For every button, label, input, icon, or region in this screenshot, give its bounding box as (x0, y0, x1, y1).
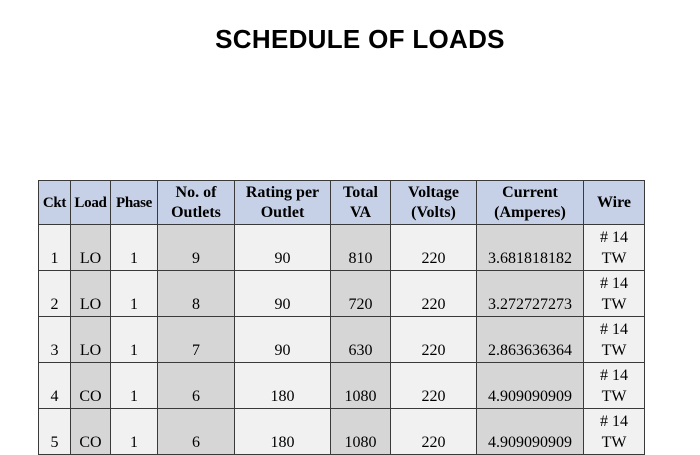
header-voltage-line2: (Volts) (411, 203, 456, 221)
cell-total-va: 630 (331, 317, 391, 363)
cell-rating: 90 (235, 271, 331, 317)
cell-total-va: 1080 (331, 363, 391, 409)
cell-rating: 180 (235, 363, 331, 409)
cell-load: LO (71, 317, 111, 363)
cell-load: CO (71, 409, 111, 455)
header-voltage (391, 181, 477, 225)
cell-voltage: 220 (391, 409, 477, 455)
table-row (39, 409, 645, 455)
header-current-line2: (Amperes) (494, 203, 566, 221)
cell-wire (584, 317, 645, 363)
cell-outlets: 9 (158, 225, 235, 271)
cell-total-va: 1080 (331, 409, 391, 455)
wire-type: TW (601, 295, 627, 313)
wire-size: # 14 (600, 366, 628, 384)
cell-total-va: 720 (331, 271, 391, 317)
cell-voltage: 220 (391, 271, 477, 317)
cell-wire (584, 225, 645, 271)
cell-voltage: 220 (391, 363, 477, 409)
header-load: Load (71, 181, 111, 225)
header-outlets-line1: No. of (175, 183, 217, 201)
header-rating (235, 181, 331, 225)
header-rating-line1: Rating per (245, 183, 320, 201)
cell-phase: 1 (111, 409, 158, 455)
wire-type: TW (601, 341, 627, 359)
cell-wire (584, 409, 645, 455)
cell-outlets: 6 (158, 363, 235, 409)
cell-current: 3.681818182 (477, 225, 584, 271)
header-current (477, 181, 584, 225)
cell-outlets: 8 (158, 271, 235, 317)
wire-size: # 14 (600, 320, 628, 338)
cell-wire (584, 363, 645, 409)
wire-size: # 14 (600, 228, 628, 246)
cell-load: LO (71, 225, 111, 271)
wire-type: TW (601, 433, 627, 451)
wire-size: # 14 (600, 274, 628, 292)
header-wire: Wire (584, 181, 645, 225)
cell-ckt: 5 (39, 409, 71, 455)
header-ckt: Ckt (39, 181, 71, 225)
table-row (39, 225, 645, 271)
table-row (39, 271, 645, 317)
wire-type: TW (601, 387, 627, 405)
table-row (39, 317, 645, 363)
page-title: SCHEDULE OF LOADS (215, 24, 505, 54)
header-total-va (331, 181, 391, 225)
header-phase: Phase (111, 181, 158, 225)
cell-current: 3.272727273 (477, 271, 584, 317)
cell-ckt: 4 (39, 363, 71, 409)
cell-ckt: 2 (39, 271, 71, 317)
cell-ckt: 1 (39, 225, 71, 271)
cell-load: CO (71, 363, 111, 409)
wire-type: TW (601, 249, 627, 267)
header-row (39, 181, 645, 225)
header-outlets (158, 181, 235, 225)
cell-outlets: 7 (158, 317, 235, 363)
cell-load: LO (71, 271, 111, 317)
cell-rating: 180 (235, 409, 331, 455)
cell-current: 4.909090909 (477, 363, 584, 409)
cell-rating: 90 (235, 317, 331, 363)
header-total-va-line1: Total (343, 183, 378, 201)
header-voltage-line1: Voltage (408, 183, 459, 201)
cell-phase: 1 (111, 225, 158, 271)
cell-phase: 1 (111, 271, 158, 317)
header-outlets-line2: Outlets (171, 203, 221, 221)
wire-size: # 14 (600, 412, 628, 430)
cell-ckt: 3 (39, 317, 71, 363)
cell-phase: 1 (111, 363, 158, 409)
schedule-of-loads-table (38, 180, 645, 455)
cell-current: 4.909090909 (477, 409, 584, 455)
header-total-va-line2: VA (349, 203, 372, 221)
cell-rating: 90 (235, 225, 331, 271)
cell-voltage: 220 (391, 317, 477, 363)
cell-outlets: 6 (158, 409, 235, 455)
header-current-line1: Current (502, 183, 558, 201)
cell-wire (584, 271, 645, 317)
header-rating-line2: Outlet (260, 203, 305, 221)
cell-phase: 1 (111, 317, 158, 363)
cell-current: 2.863636364 (477, 317, 584, 363)
table-row (39, 363, 645, 409)
cell-total-va: 810 (331, 225, 391, 271)
cell-voltage: 220 (391, 225, 477, 271)
